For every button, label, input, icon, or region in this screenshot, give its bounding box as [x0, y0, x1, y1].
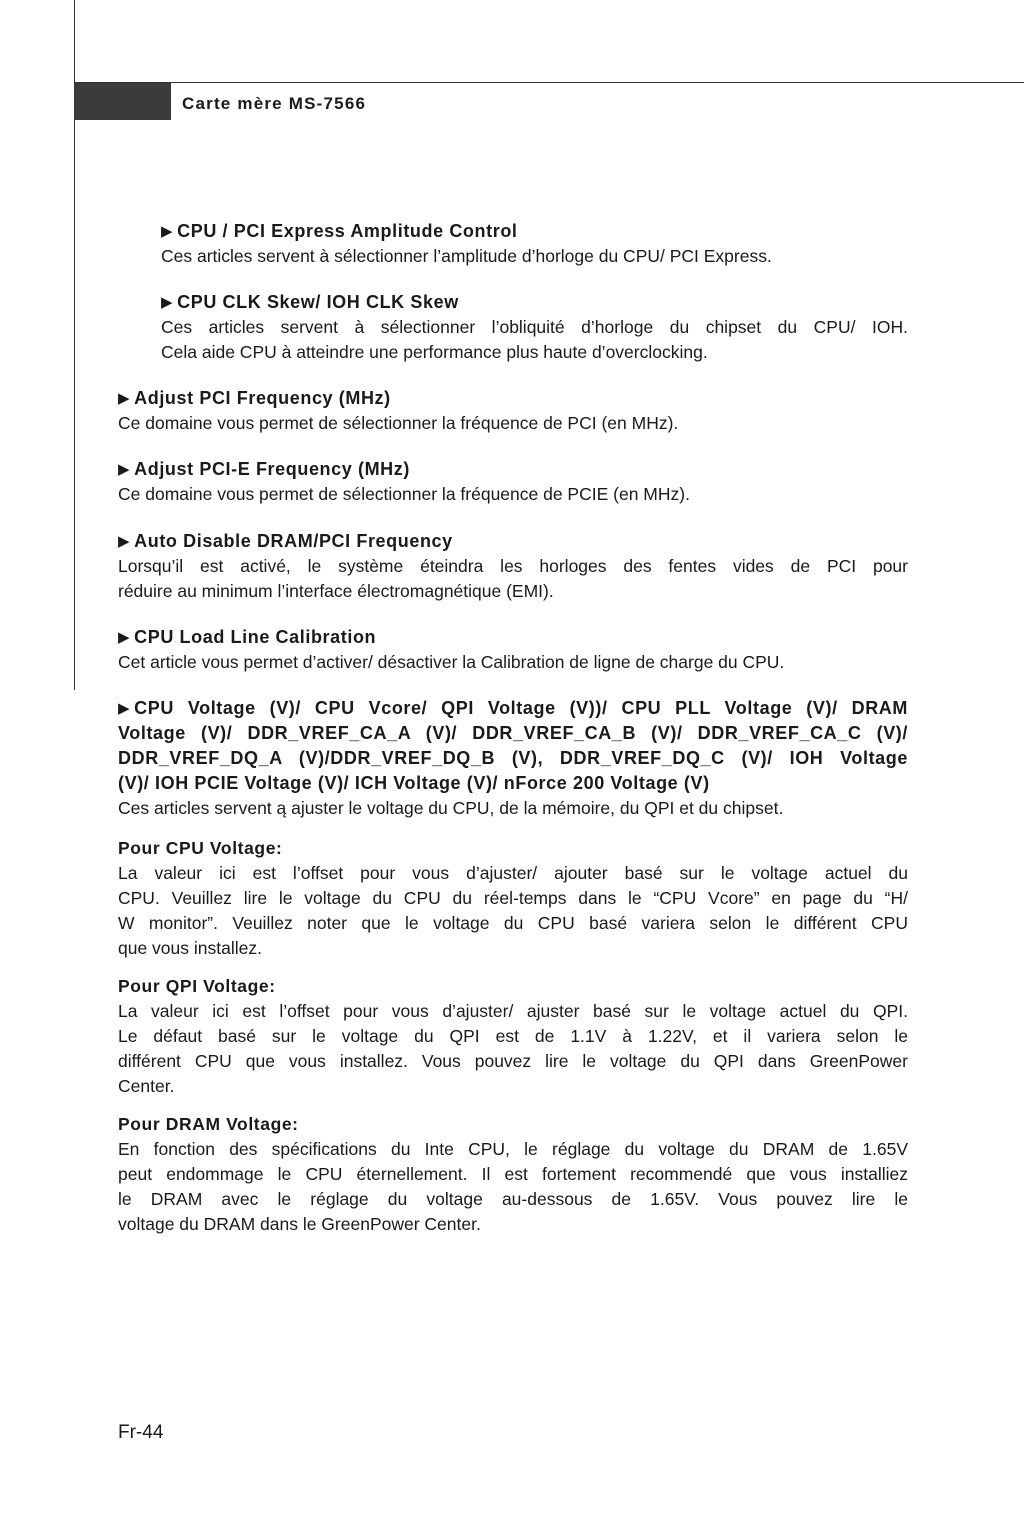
- section-title: ▶ CPU CLK Skew/ IOH CLK Skew: [161, 290, 908, 315]
- section-body: La valeur ici est l’offset pour vous d’ajuster/ ajuster basé sur le voltage actuel du QPI. Le défaut basé sur le voltage du QPI est de 1.1V à 1.22V, et il variera selon le différent CPU que vous installez. Vous pouvez lire le voltage du QPI dans GreenPower Center.: [118, 1001, 908, 1096]
- section-pour-qpi-voltage: [118, 974, 908, 1099]
- triangle-bullet-icon: ▶: [118, 533, 131, 550]
- section-auto-disable-dram-pci: [118, 529, 908, 604]
- section-body: Ces articles servent à sélectionner l’amplitude d’horloge du CPU/ PCI Express.: [161, 246, 772, 266]
- section-title: ▶ CPU / PCI Express Amplitude Control: [161, 219, 908, 244]
- section-title: ▶ CPU Voltage (V)/ CPU Vcore/ QPI Voltage (V))/ CPU PLL Voltage (V)/ DRAM Voltage (V)/ DDR_VREF_CA_A (V)/ DDR_VREF_CA_B (V)/ DDR_VREF_CA_C (V)/ DDR_VREF_DQ_A (V)/DDR_VREF_DQ_B (V), DDR_VREF_DQ_C (V)/ IOH Voltage (V)/ IOH PCIE Voltage (V)/ ICH Voltage (V)/ nForce 200 Voltage (V): [118, 698, 908, 793]
- header-tab-block: [75, 83, 171, 120]
- section-body: La valeur ici est l’offset pour vous d’ajuster/ ajouter basé sur le voltage actuel du CPU. Veuillez lire le voltage du CPU du réel-temps dans le “CPU Vcore” en page du “H/ W monitor”. Veuillez noter que le voltage du CPU basé variera selon le différent CPU que vous installez.: [118, 863, 908, 958]
- section-body: Ce domaine vous permet de sélectionner la fréquence de PCI (en MHz).: [118, 413, 679, 433]
- section-body: Ces articles servent ą ajuster le voltage du CPU, de la mémoire, du QPI et du chipset.: [118, 798, 784, 818]
- section-title: ▶ Auto Disable DRAM/PCI Frequency: [118, 529, 908, 554]
- subsection-title: Pour CPU Voltage:: [118, 838, 283, 858]
- section-voltage: [118, 696, 908, 821]
- section-body: Cet article vous permet d’activer/ désactiver la Calibration de ligne de charge du CPU.: [118, 652, 785, 672]
- section-adjust-pci-frequency: [118, 386, 908, 436]
- triangle-bullet-icon: ▶: [118, 390, 131, 407]
- subsection-title: Pour QPI Voltage:: [118, 976, 276, 996]
- section-title: ▶ Adjust PCI-E Frequency (MHz): [118, 457, 908, 482]
- section-title: ▶ Adjust PCI Frequency (MHz): [118, 386, 908, 411]
- header-rule: [74, 82, 1024, 83]
- section-adjust-pcie-frequency: [118, 457, 908, 507]
- page-header-title: Carte mère MS-7566: [182, 94, 367, 113]
- triangle-bullet-icon: ▶: [118, 700, 131, 717]
- section-cpu-load-line: [118, 625, 908, 675]
- section-cpu-pci-amplitude: [161, 219, 908, 269]
- section-pour-cpu-voltage: [118, 836, 908, 961]
- triangle-bullet-icon: ▶: [161, 223, 174, 240]
- triangle-bullet-icon: ▶: [161, 294, 174, 311]
- triangle-bullet-icon: ▶: [118, 629, 131, 646]
- subsection-title: Pour DRAM Voltage:: [118, 1114, 299, 1134]
- section-body: Ces articles servent à sélectionner l’obliquité d’horloge du chipset du CPU/ IOH. Cela aide CPU à atteindre une performance plus haute d’overclocking.: [161, 317, 908, 362]
- page-number: Fr-44: [118, 1422, 164, 1443]
- section-cpu-clk-skew: [161, 290, 908, 365]
- section-pour-dram-voltage: [118, 1112, 908, 1237]
- section-body: Lorsqu’il est activé, le système éteindra les horloges des fentes vides de PCI pour réduire au minimum l’interface électromagnétique (EMI).: [118, 556, 908, 601]
- section-body: En fonction des spécifications du Inte CPU, le réglage du voltage du DRAM de 1.65V peut endommage le CPU éternellement. Il est fortement recommendé que vous installiez le DRAM avec le réglage du voltage au-dessous de 1.65V. Vous pouvez lire le voltage du DRAM dans le GreenPower Center.: [118, 1139, 908, 1234]
- section-body: Ce domaine vous permet de sélectionner la fréquence de PCIE (en MHz).: [118, 484, 690, 504]
- triangle-bullet-icon: ▶: [118, 461, 131, 478]
- section-title: ▶ CPU Load Line Calibration: [118, 625, 908, 650]
